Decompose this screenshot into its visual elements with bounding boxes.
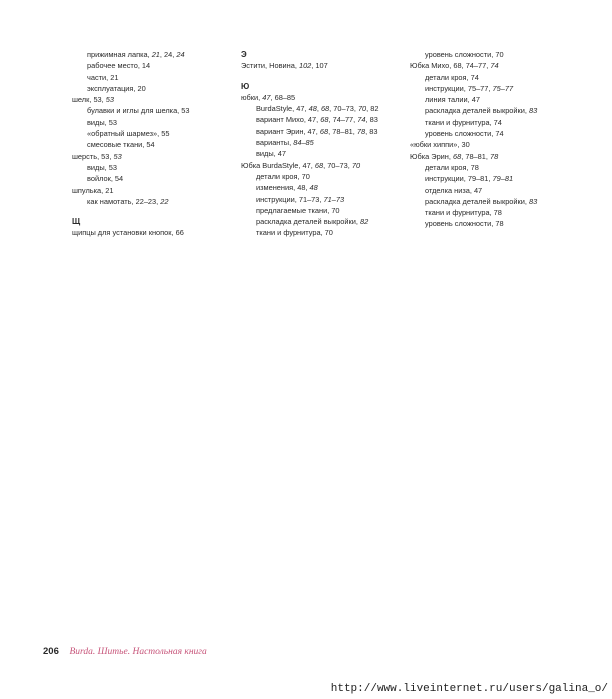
entry-text: BurdaStyle, 47, bbox=[256, 104, 309, 114]
illustration-page-ref: 74 bbox=[490, 61, 499, 71]
illustration-page-ref: 48 bbox=[309, 183, 318, 193]
illustration-page-ref: 53 bbox=[113, 151, 122, 161]
entry-text: войлок, 54 bbox=[87, 174, 124, 184]
entry-text: уровень сложности, 70 bbox=[425, 50, 504, 59]
index-subentry bbox=[410, 105, 600, 116]
index-subentry bbox=[410, 49, 600, 60]
illustration-page-ref: 78 bbox=[490, 151, 499, 161]
entry-text: , 78–81, bbox=[461, 151, 490, 161]
index-subentry bbox=[410, 196, 600, 207]
index-subentry bbox=[72, 128, 237, 139]
illustration-page-ref: 47 bbox=[262, 92, 271, 102]
illustration-page-ref: 68 bbox=[320, 104, 330, 114]
entry-text: смесовые ткани, 54 bbox=[87, 140, 155, 150]
illustration-page-ref: 68 bbox=[320, 115, 329, 125]
entry-text: , bbox=[316, 104, 321, 114]
illustration-page-ref: 68 bbox=[453, 151, 462, 161]
page-footer bbox=[43, 646, 207, 657]
index-subentry bbox=[410, 94, 600, 105]
entry-text: детали кроя, 70 bbox=[256, 171, 310, 181]
index-entry bbox=[72, 94, 237, 105]
entry-text: шелк, 53, bbox=[72, 95, 106, 105]
illustration-page-ref: 70 bbox=[351, 160, 361, 170]
entry-text: предлагаемые ткани, 70 bbox=[256, 205, 340, 215]
index-subentry bbox=[72, 83, 237, 94]
index-entry bbox=[410, 151, 600, 162]
entry-text: рабочее место, 14 bbox=[87, 61, 151, 71]
entry-text: детали кроя, 74 bbox=[425, 72, 479, 82]
entry-text: Юбка BurdaStyle, 47, bbox=[241, 160, 315, 170]
index-entry bbox=[72, 151, 237, 162]
index-entry bbox=[241, 60, 406, 71]
index-letter-heading: Щ bbox=[72, 217, 81, 227]
entry-text: виды, 47 bbox=[256, 149, 287, 159]
entry-text: как намотать, 22–23, bbox=[87, 196, 161, 206]
entry-text: уровень сложности, 74 bbox=[425, 129, 504, 139]
entry-text: инструкции, 75–77, bbox=[425, 83, 493, 93]
entry-text: , 107 bbox=[311, 61, 328, 71]
entry-text: инструкции, 71–73, bbox=[256, 194, 324, 204]
index-subentry bbox=[241, 194, 406, 205]
watermark-url: http://www.liveinternet.ru/users/galina_o/ bbox=[330, 683, 608, 695]
entry-text: , 83 bbox=[365, 115, 378, 125]
index-subentry bbox=[72, 173, 237, 184]
entry-text: «обратный шармез», 55 bbox=[87, 129, 170, 139]
index-subentry bbox=[72, 60, 237, 71]
index-subentry bbox=[410, 117, 600, 128]
entry-text: , 24, bbox=[159, 50, 177, 59]
entry-text: раскладка деталей выкройки, bbox=[425, 106, 530, 116]
entry-text: ткани и фурнитура, 70 bbox=[256, 228, 333, 238]
index-subentry bbox=[72, 72, 237, 83]
entry-text: Юбка Михо, 68, 74–77, bbox=[410, 61, 491, 71]
entry-text: вариант Эрин, 47, bbox=[256, 126, 320, 136]
entry-text: щипцы для установки кнопок, 66 bbox=[72, 228, 184, 238]
index-column-3 bbox=[410, 49, 600, 230]
index-subentry bbox=[410, 162, 600, 173]
index-subentry bbox=[241, 137, 406, 148]
illustration-page-ref: 53 bbox=[105, 95, 115, 105]
index-letter-heading: Ю bbox=[241, 81, 250, 91]
entry-text: отделка низа, 47 bbox=[425, 185, 483, 195]
index-subentry bbox=[72, 105, 237, 116]
illustration-page-ref: 21 bbox=[151, 50, 160, 59]
section-gap bbox=[72, 207, 237, 216]
index-entry bbox=[241, 160, 406, 171]
entry-text: Эстити, Новина, bbox=[241, 61, 299, 71]
entry-text: варианты, bbox=[256, 138, 294, 148]
index-column-2 bbox=[241, 49, 406, 239]
entry-text: детали кроя, 78 bbox=[425, 162, 479, 172]
entry-text: ткани и фурнитура, 78 bbox=[425, 208, 502, 218]
entry-text: шпулька, 21 bbox=[72, 185, 114, 195]
index-entry bbox=[72, 185, 237, 196]
illustration-page-ref: 102 bbox=[298, 61, 312, 71]
index-column-1 bbox=[72, 49, 237, 239]
index-subentry bbox=[241, 126, 406, 137]
illustration-page-ref: 24 bbox=[176, 50, 185, 59]
entry-text: шерсть, 53, bbox=[72, 151, 114, 161]
entry-text: ткани и фурнитура, 74 bbox=[425, 117, 502, 127]
index-subentry bbox=[410, 72, 600, 83]
illustration-page-ref: 78 bbox=[356, 126, 366, 136]
entry-text: эксплуатация, 20 bbox=[87, 83, 146, 93]
entry-text: , 70–73, bbox=[329, 104, 358, 114]
index-subentry bbox=[241, 227, 406, 238]
index-subentry bbox=[241, 171, 406, 182]
entry-text: виды, 53 bbox=[87, 162, 118, 172]
entry-text: раскладка деталей выкройки, bbox=[425, 196, 530, 206]
entry-text: виды, 53 bbox=[87, 117, 118, 127]
illustration-page-ref: 48 bbox=[308, 104, 317, 114]
illustration-page-ref: 70 bbox=[357, 104, 367, 114]
entry-text: булавки и иглы для шелка, 53 bbox=[87, 106, 190, 116]
entry-text: , 74–77, bbox=[328, 115, 358, 125]
entry-text: Юбка Эрин, bbox=[410, 151, 453, 161]
illustration-page-ref: 22 bbox=[160, 196, 169, 206]
illustration-page-ref: 79–81 bbox=[492, 174, 514, 184]
index-subentry bbox=[410, 185, 600, 196]
entry-text: изменения, 48, bbox=[256, 183, 310, 193]
index-subentry bbox=[72, 139, 237, 150]
index-subentry bbox=[241, 103, 406, 114]
index-subentry bbox=[241, 205, 406, 216]
entry-text: , 83 bbox=[365, 126, 378, 136]
index-subentry bbox=[410, 207, 600, 218]
illustration-page-ref: 68 bbox=[314, 160, 324, 170]
entry-text: юбки, bbox=[241, 92, 263, 102]
entry-text: «юбки хиппи», 30 bbox=[410, 140, 470, 150]
illustration-page-ref: 75–77 bbox=[492, 83, 514, 93]
index-subentry bbox=[410, 128, 600, 139]
index-subentry bbox=[410, 173, 600, 184]
illustration-page-ref: 74 bbox=[357, 115, 366, 125]
entry-text: , 78–81, bbox=[328, 126, 357, 136]
index-subentry bbox=[72, 196, 237, 207]
illustration-page-ref: 84–85 bbox=[293, 138, 314, 148]
index-subentry bbox=[241, 182, 406, 193]
entry-text: уровень сложности, 78 bbox=[425, 219, 504, 229]
index-subentry bbox=[72, 162, 237, 173]
index-entry bbox=[241, 92, 406, 103]
index-entry bbox=[410, 139, 600, 150]
entry-text: инструкции, 79–81, bbox=[425, 174, 493, 184]
index-subentry bbox=[72, 49, 237, 60]
index-subentry bbox=[241, 216, 406, 227]
index-entry bbox=[410, 60, 600, 71]
index-subentry bbox=[410, 83, 600, 94]
entry-text: линия талии, 47 bbox=[425, 95, 481, 105]
page-number: 206 bbox=[43, 646, 59, 657]
book-title: Burda. Шитье. Настольная книга bbox=[69, 647, 207, 657]
illustration-page-ref: 82 bbox=[360, 217, 369, 227]
index-letter-heading: Э bbox=[241, 50, 247, 59]
index-subentry bbox=[410, 218, 600, 229]
entry-text: части, 21 bbox=[87, 72, 119, 82]
index-entry bbox=[72, 227, 237, 238]
entry-text: , 68–85 bbox=[270, 92, 296, 102]
entry-text: , 70–73, bbox=[323, 160, 352, 170]
index-subentry bbox=[72, 117, 237, 128]
section-gap bbox=[241, 72, 406, 81]
index-subentry bbox=[241, 114, 406, 125]
index-subentry bbox=[241, 148, 406, 159]
illustration-page-ref: 83 bbox=[529, 106, 538, 116]
illustration-page-ref: 71–73 bbox=[323, 194, 345, 204]
illustration-page-ref: 83 bbox=[529, 196, 538, 206]
entry-text: прижимная лапка, bbox=[87, 50, 152, 59]
entry-text: вариант Михо, 47, bbox=[256, 115, 321, 125]
entry-text: , 82 bbox=[366, 104, 379, 114]
entry-text: раскладка деталей выкройки, bbox=[256, 217, 361, 227]
illustration-page-ref: 68 bbox=[319, 126, 329, 136]
